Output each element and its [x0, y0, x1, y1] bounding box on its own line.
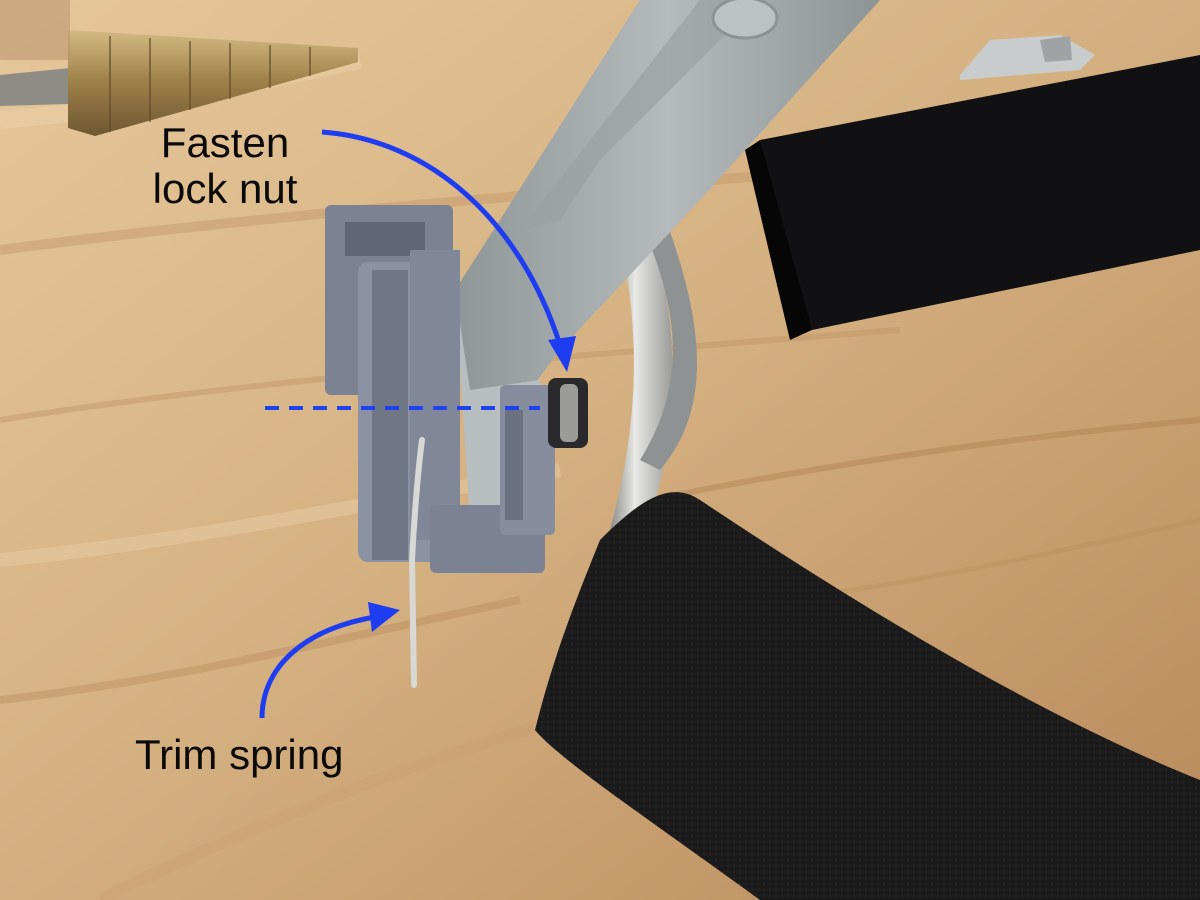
- lock-nut: [548, 378, 588, 448]
- lock-nut-caption-line-2: lock nut: [152, 165, 298, 212]
- trim-spring-caption: Trim spring: [135, 731, 344, 778]
- corner-shadow: [0, 0, 70, 60]
- lock-nut-caption: [120, 120, 330, 212]
- lock-nut-caption-line-1: Fasten: [160, 119, 290, 166]
